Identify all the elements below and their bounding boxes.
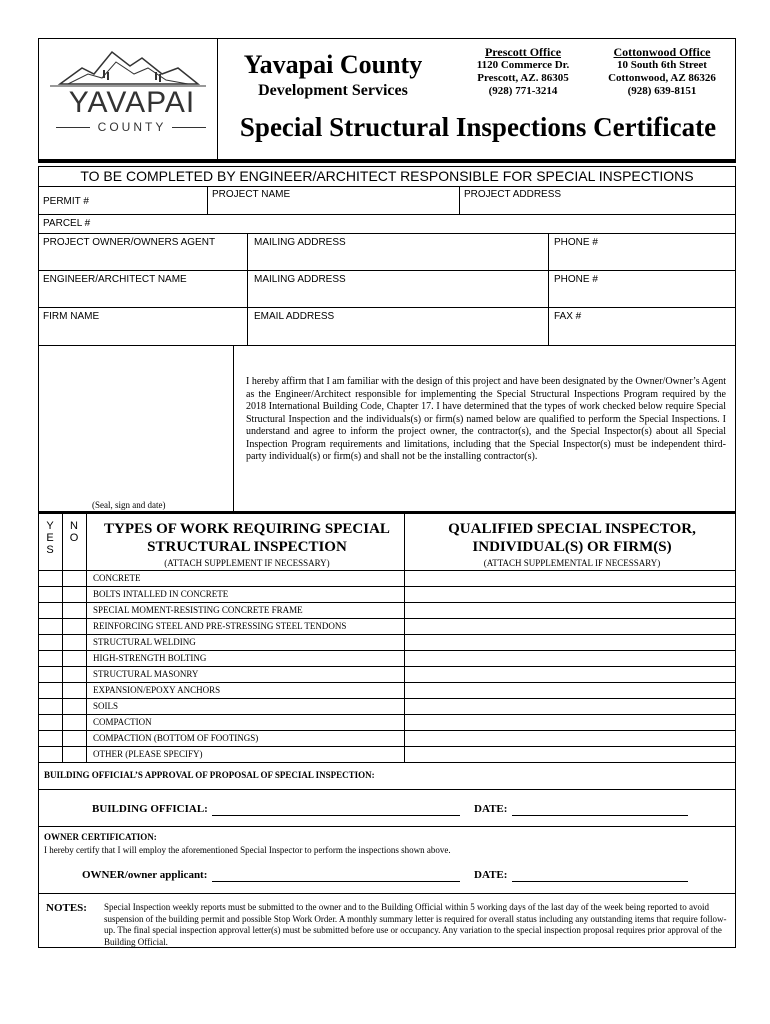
divider (38, 511, 736, 514)
notes-label: NOTES: (46, 902, 87, 914)
work-type-item: BOLTS INTALLED IN CONCRETE (93, 589, 229, 599)
divider (38, 893, 736, 894)
logo-subtitle: COUNTY (97, 120, 167, 134)
work-type-item: CONCRETE (93, 573, 141, 583)
work-type-item: HIGH-STRENGTH BOLTING (93, 653, 207, 663)
engineer-mailing-label[interactable]: MAILING ADDRESS (254, 274, 346, 285)
office-address-line2: Prescott, AZ. 86305 (477, 72, 569, 84)
seal-label: (Seal, sign and date) (92, 500, 166, 510)
parcel-label[interactable]: PARCEL # (43, 218, 91, 229)
yes-checkbox[interactable] (39, 635, 61, 649)
qualified-inspector-field[interactable] (405, 683, 735, 697)
certificate-title: Special Structural Inspections Certificate (239, 112, 717, 142)
owner-agent-label[interactable]: PROJECT OWNER/OWNERS AGENT (43, 237, 216, 248)
divider (207, 186, 208, 214)
work-type-item: STRUCTURAL WELDING (93, 637, 196, 647)
qualified-inspector-field[interactable] (405, 603, 735, 617)
owner-phone-label[interactable]: PHONE # (554, 237, 598, 248)
project-address-label[interactable]: PROJECT ADDRESS (464, 189, 562, 200)
affirmation-text: I hereby affirm that I am familiar with the design of this project and have been designated by the Owner/Owner’s Agent as the Engineer/Architect responsible for implementing the Special Structural Inspections Program required by the 2018 International Building Code, Chapter 17. I have determined that the types of work checked below require Special Structural Inspection and the individuals(s) or firm(s) named below are qualified to perform the Special Inspections. I understand and agree to inform the project owner, the contractor(s), and the Special Inspector(s) about all Special Inspection Program requirements and limitations, including that the Special Inspector(s) must be independent third-party individual(s) or firm(s) and shall not be the installing contractor(s). (246, 376, 726, 462)
qualified-inspector-field[interactable] (405, 699, 735, 713)
approval-date-line[interactable] (512, 815, 688, 816)
divider (38, 186, 736, 187)
no-checkbox[interactable] (63, 731, 85, 745)
office-address-line1: 1120 Commerce Dr. (476, 59, 570, 71)
office-phone: (928) 639-8151 (627, 85, 697, 97)
permit-label[interactable]: PERMIT # (43, 196, 89, 207)
yes-checkbox[interactable] (39, 747, 61, 761)
yes-checkbox[interactable] (39, 587, 61, 601)
approval-date-label: DATE: (474, 803, 508, 815)
qualified-inspector-field[interactable] (405, 571, 735, 585)
qualified-inspector-field[interactable] (405, 667, 735, 681)
yes-checkbox[interactable] (39, 571, 61, 585)
owner-signature-line[interactable] (212, 881, 460, 882)
types-of-work-header: TYPES OF WORK REQUIRING SPECIAL STRUCTURAL INSPECTION (104, 521, 390, 555)
logo-wordmark: YAVAPAI (68, 86, 196, 119)
divider (38, 270, 736, 271)
department-name: Development Services (258, 82, 408, 99)
cottonwood-office (590, 46, 734, 98)
owner-mailing-label[interactable]: MAILING ADDRESS (254, 237, 346, 248)
work-type-item: REINFORCING STEEL AND PRE-STRESSING STEEL TENDONS (93, 621, 347, 631)
qualified-inspector-field[interactable] (405, 587, 735, 601)
yes-checkbox[interactable] (39, 731, 61, 745)
project-name-label[interactable]: PROJECT NAME (212, 189, 291, 200)
owner-certification-text: I hereby certify that I will employ the aforementioned Special Inspector to perform the inspections shown above. (44, 845, 451, 855)
no-checkbox[interactable] (63, 619, 85, 633)
divider (459, 186, 460, 214)
header-divider (38, 160, 736, 163)
owner-certification-heading: OWNER CERTIFICATION: (44, 832, 157, 842)
yes-checkbox[interactable] (39, 667, 61, 681)
office-address-line1: 10 South 6th Street (617, 59, 707, 71)
no-checkbox[interactable] (63, 651, 85, 665)
work-type-item: EXPANSION/EPOXY ANCHORS (93, 685, 221, 695)
no-checkbox[interactable] (63, 683, 85, 697)
divider (38, 345, 736, 346)
no-checkbox[interactable] (63, 603, 85, 617)
no-checkbox[interactable] (63, 571, 85, 585)
divider (233, 345, 234, 511)
office-address-line2: Cottonwood, AZ 86326 (608, 72, 716, 84)
divider (86, 514, 87, 762)
no-checkbox[interactable] (63, 699, 85, 713)
engineer-phone-label[interactable]: PHONE # (554, 274, 598, 285)
yes-checkbox[interactable] (39, 683, 61, 697)
divider (548, 233, 549, 345)
types-of-work-note: (ATTACH SUPPLEMENT IF NECESSARY) (164, 558, 330, 568)
county-logo (38, 38, 218, 160)
prescott-office (448, 46, 598, 98)
qualified-inspector-note: (ATTACH SUPPLEMENTAL IF NECESSARY) (483, 558, 661, 568)
office-name: Cottonwood Office (613, 45, 711, 59)
owner-date-line[interactable] (512, 881, 688, 882)
qualified-inspector-field[interactable] (405, 619, 735, 633)
email-label[interactable]: EMAIL ADDRESS (254, 311, 335, 322)
form-heading: TO BE COMPLETED BY ENGINEER/ARCHITECT RESPONSIBLE FOR SPECIAL INSPECTIONS (80, 168, 694, 184)
qualified-inspector-field[interactable] (405, 651, 735, 665)
qualified-inspector-field[interactable] (405, 635, 735, 649)
divider (38, 214, 736, 215)
office-name: Prescott Office (484, 45, 562, 59)
qualified-inspector-field[interactable] (405, 731, 735, 745)
work-type-item: SOILS (93, 701, 119, 711)
owner-date-label: DATE: (474, 869, 508, 881)
yes-checkbox[interactable] (39, 699, 61, 713)
yes-checkbox[interactable] (39, 603, 61, 617)
work-type-item: SPECIAL MOMENT-RESISTING CONCRETE FRAME (93, 605, 303, 615)
yes-column-header: Y E S (46, 520, 54, 556)
divider (247, 233, 248, 345)
qualified-inspector-field[interactable] (405, 747, 735, 761)
divider (38, 307, 736, 308)
work-type-item: COMPACTION (93, 717, 152, 727)
divider (38, 826, 736, 827)
no-checkbox[interactable] (63, 635, 85, 649)
building-official-label: BUILDING OFFICIAL: (92, 803, 208, 815)
notes-text: Special Inspection weekly reports must be submitted to the owner and to the Building Official within 5 working days of the last day of the week being reported to avoid suspension of the building permit and possible Stop Work Order. A monthly summary letter is required for overall status including any outstanding items that require follow-up. The final special inspection approval letter(s) must be submitted before use or occupancy. Any variation to the special inspection proposal requires prior approval of the Building Official. (104, 902, 727, 947)
qualified-inspector-field[interactable] (405, 715, 735, 729)
no-checkbox[interactable] (63, 587, 85, 601)
divider (38, 789, 736, 790)
work-type-item: OTHER (PLEASE SPECIFY) (93, 749, 203, 759)
firm-name-label[interactable]: FIRM NAME (43, 311, 100, 322)
no-checkbox[interactable] (63, 715, 85, 729)
yes-checkbox[interactable] (39, 619, 61, 633)
yes-checkbox[interactable] (39, 715, 61, 729)
owner-applicant-label: OWNER/owner applicant: (82, 869, 208, 881)
divider (38, 233, 736, 234)
engineer-name-label[interactable]: ENGINEER/ARCHITECT NAME (43, 274, 187, 285)
no-checkbox[interactable] (63, 747, 85, 761)
county-name: Yavapai County (243, 50, 423, 79)
office-phone: (928) 771-3214 (488, 85, 558, 97)
fax-label[interactable]: FAX # (554, 311, 582, 322)
no-column-header: N O (69, 520, 79, 544)
yes-checkbox[interactable] (39, 651, 61, 665)
work-type-item: COMPACTION (BOTTOM OF FOOTINGS) (93, 733, 259, 743)
no-checkbox[interactable] (63, 667, 85, 681)
work-type-item: STRUCTURAL MASONRY (93, 669, 199, 679)
logo-rule-right (172, 127, 206, 128)
building-official-signature-line[interactable] (212, 815, 460, 816)
qualified-inspector-header: QUALIFIED SPECIAL INSPECTOR, INDIVIDUAL(S) OR FIRM(S) (448, 521, 696, 555)
divider (38, 762, 736, 763)
approval-heading: BUILDING OFFICIAL’S APPROVAL OF PROPOSAL OF SPECIAL INSPECTION: (44, 770, 375, 780)
